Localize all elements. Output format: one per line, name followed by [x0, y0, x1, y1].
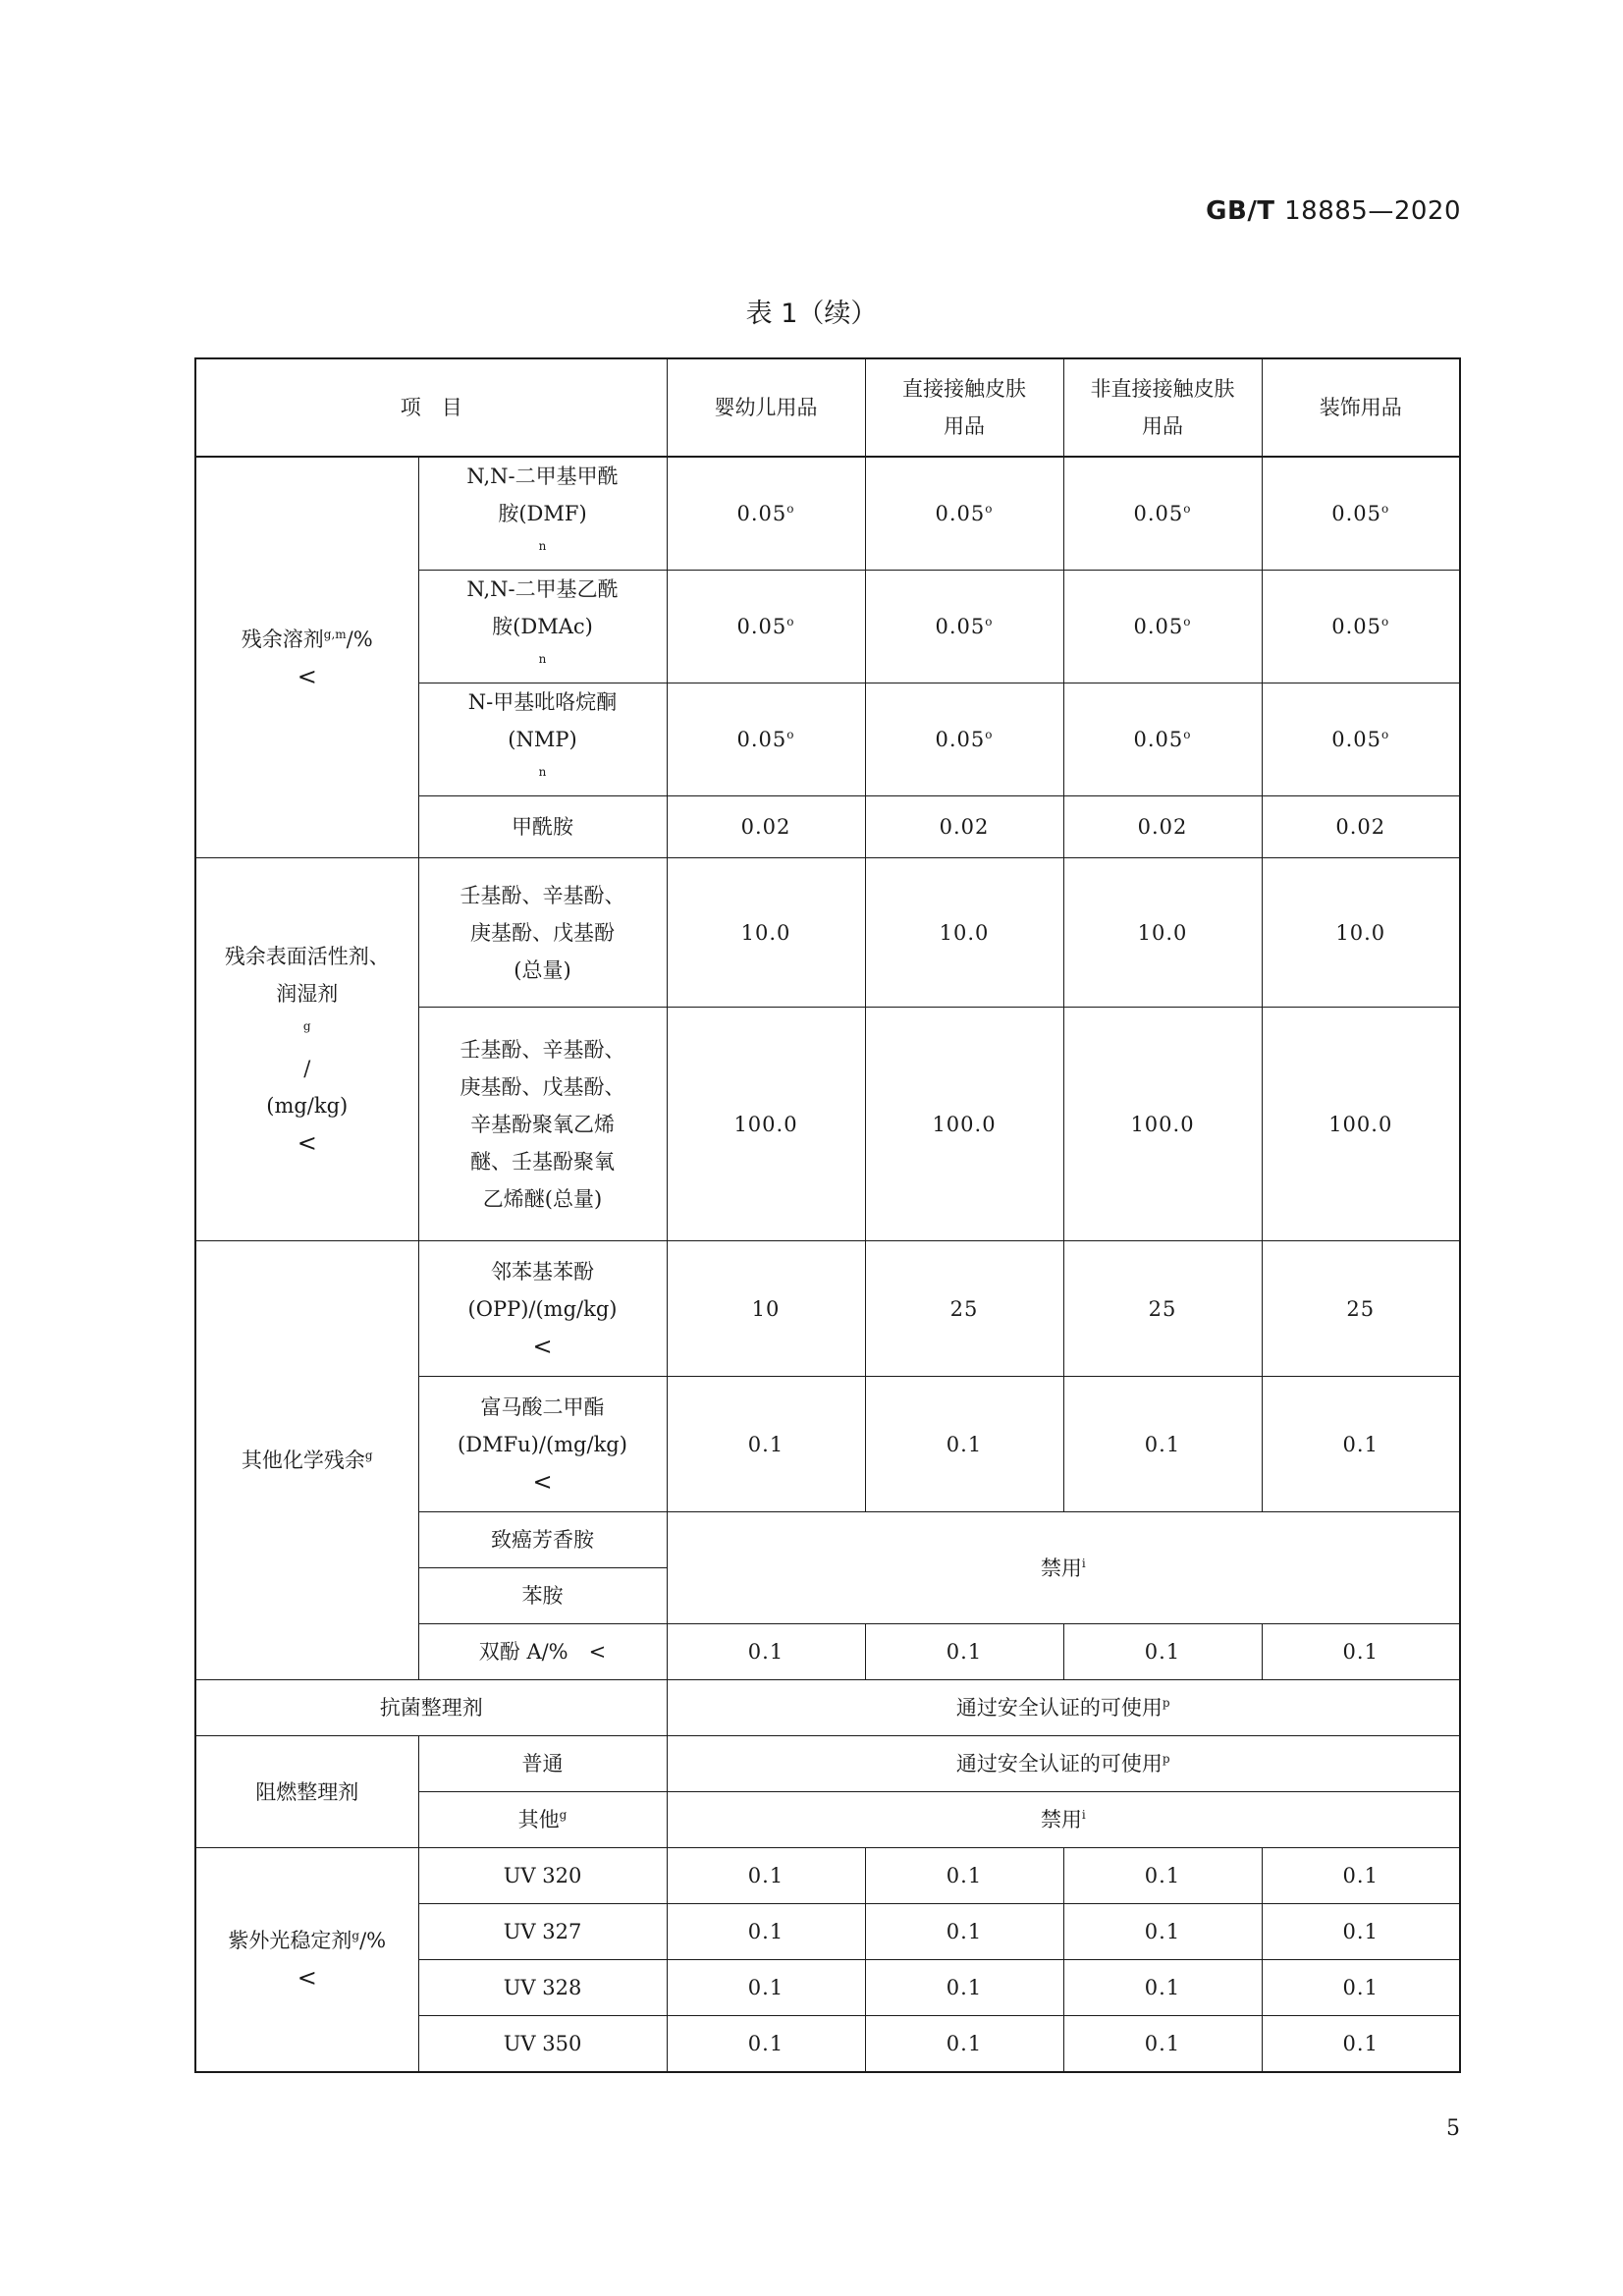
- value-cell: 0.1: [865, 2016, 1063, 2072]
- value-cell: 0.05$^o$: [1262, 571, 1460, 683]
- limits-table: [194, 357, 1461, 2073]
- table-row: [195, 1736, 1460, 1792]
- formamide-name: 甲酰胺: [418, 796, 667, 858]
- value-cell: 0.05$^o$: [667, 571, 865, 683]
- uv-name: UV 350: [418, 2016, 667, 2072]
- uv-name: UV 327: [418, 1904, 667, 1960]
- value-cell: 0.1: [1063, 2016, 1262, 2072]
- phenols-total-name: 壬基酚、辛基酚、 庚基酚、戊基酚 (总量): [418, 858, 667, 1008]
- value-cell: 0.1: [667, 1377, 865, 1512]
- value-cell: 0.05$^o$: [1063, 457, 1262, 571]
- banned-cell: 禁用$^i$: [667, 1512, 1460, 1624]
- bisphenol-a-name: 双酚 A/% <: [418, 1624, 667, 1680]
- nmp-name: N-甲基吡咯烷酮 (NMP) $^n$: [418, 683, 667, 796]
- flame-label: 阻燃整理剂: [195, 1736, 418, 1848]
- table-header-row: [195, 358, 1460, 457]
- uv-name: UV 320: [418, 1848, 667, 1904]
- dmac-name: N,N-二甲基乙酰 胺(DMAc) $^n$: [418, 571, 667, 683]
- header-decor: 装饰用品: [1262, 358, 1460, 457]
- value-cell: 0.1: [667, 1960, 865, 2016]
- value-cell: 10.0: [1063, 858, 1262, 1008]
- aniline-name: 苯胺: [418, 1568, 667, 1624]
- table-row: [195, 457, 1460, 571]
- value-cell: 0.05$^o$: [865, 683, 1063, 796]
- value-cell: 100.0: [865, 1008, 1063, 1241]
- value-cell: 0.05$^o$: [1262, 457, 1460, 571]
- flame-other-value: 禁用$^i$: [667, 1792, 1460, 1848]
- value-cell: 10.0: [667, 858, 865, 1008]
- value-cell: 0.02: [865, 796, 1063, 858]
- value-cell: 0.1: [667, 1848, 865, 1904]
- value-cell: 0.1: [865, 1848, 1063, 1904]
- value-cell: 25: [865, 1241, 1063, 1377]
- value-cell: 0.05$^o$: [1063, 571, 1262, 683]
- value-cell: 0.1: [1063, 1624, 1262, 1680]
- flame-other-name: 其他$^g$: [418, 1792, 667, 1848]
- value-cell: 0.1: [865, 1377, 1063, 1512]
- value-cell: 0.1: [1262, 1377, 1460, 1512]
- value-cell: 0.1: [865, 1624, 1063, 1680]
- table-row: [195, 858, 1460, 1008]
- carcinogenic-amines-name: 致癌芳香胺: [418, 1512, 667, 1568]
- value-cell: 0.05$^o$: [1063, 683, 1262, 796]
- table-row: [195, 1848, 1460, 1904]
- page-number: 5: [1446, 2116, 1460, 2141]
- value-cell: 0.1: [1262, 1960, 1460, 2016]
- header-item: 项 目: [195, 358, 667, 457]
- value-cell: 0.02: [1262, 796, 1460, 858]
- value-cell: 0.1: [1063, 1377, 1262, 1512]
- other-chem-label: 其他化学残余$^g$: [195, 1241, 418, 1680]
- value-cell: 0.1: [1262, 2016, 1460, 2072]
- value-cell: 0.1: [1262, 1848, 1460, 1904]
- opp-name: 邻苯基苯酚 (OPP)/(mg/kg) <: [418, 1241, 667, 1377]
- antibacterial-label: 抗菌整理剂: [195, 1680, 667, 1736]
- dmf-name: N,N-二甲基甲酰 胺(DMF) $^n$: [418, 457, 667, 571]
- value-cell: 100.0: [1063, 1008, 1262, 1241]
- flame-normal-name: 普通: [418, 1736, 667, 1792]
- value-cell: 100.0: [1262, 1008, 1460, 1241]
- uv-name: UV 328: [418, 1960, 667, 2016]
- antibacterial-value: 通过安全认证的可使用$^p$: [667, 1680, 1460, 1736]
- value-cell: 0.1: [1063, 1848, 1262, 1904]
- value-cell: 0.1: [1063, 1960, 1262, 2016]
- value-cell: 0.1: [667, 1624, 865, 1680]
- uv-label: 紫外光稳定剂$^g$/% <: [195, 1848, 418, 2072]
- value-cell: 0.1: [1262, 1624, 1460, 1680]
- table-title: 表 1（续）: [745, 299, 878, 329]
- value-cell: 0.05$^o$: [1262, 683, 1460, 796]
- surfactant-label: 残余表面活性剂、 润湿剂 $^g$ / (mg/kg) <: [195, 858, 418, 1241]
- value-cell: 0.05$^o$: [667, 457, 865, 571]
- value-cell: 0.05$^o$: [865, 457, 1063, 571]
- value-cell: 10.0: [1262, 858, 1460, 1008]
- value-cell: 0.05$^o$: [667, 683, 865, 796]
- table-row: [195, 1680, 1460, 1736]
- value-cell: 0.1: [1262, 1904, 1460, 1960]
- dmfu-name: 富马酸二甲酯 (DMFu)/(mg/kg) <: [418, 1377, 667, 1512]
- header-infant: 婴幼儿用品: [667, 358, 865, 457]
- value-cell: 0.02: [667, 796, 865, 858]
- value-cell: 25: [1063, 1241, 1262, 1377]
- value-cell: 0.1: [667, 1904, 865, 1960]
- residual-solvent-label: 残余溶剂$^{g,m}$/% <: [195, 457, 418, 858]
- value-cell: 0.1: [865, 1960, 1063, 2016]
- header-direct: 直接接触皮肤 用品: [865, 358, 1063, 457]
- value-cell: 10.0: [865, 858, 1063, 1008]
- value-cell: 0.1: [667, 2016, 865, 2072]
- header-nondirect: 非直接接触皮肤 用品: [1063, 358, 1262, 457]
- table-row: [195, 1241, 1460, 1377]
- value-cell: 0.1: [865, 1904, 1063, 1960]
- value-cell: 0.1: [1063, 1904, 1262, 1960]
- standard-number: GB/T 18885—2020: [1206, 196, 1461, 226]
- value-cell: 10: [667, 1241, 865, 1377]
- value-cell: 0.02: [1063, 796, 1262, 858]
- value-cell: 100.0: [667, 1008, 865, 1241]
- value-cell: 0.05$^o$: [865, 571, 1063, 683]
- flame-normal-value: 通过安全认证的可使用$^p$: [667, 1736, 1460, 1792]
- value-cell: 25: [1262, 1241, 1460, 1377]
- phenols-ethoxylates-name: 壬基酚、辛基酚、 庚基酚、戊基酚、 辛基酚聚氧乙烯 醚、壬基酚聚氧 乙烯醚(总量): [418, 1008, 667, 1241]
